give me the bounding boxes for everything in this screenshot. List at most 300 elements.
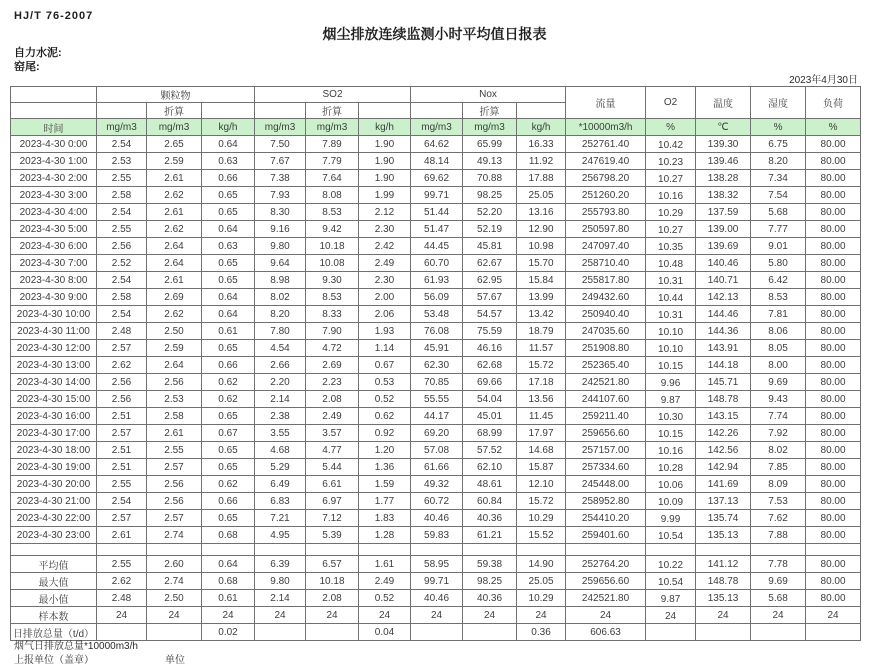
cell: 1.93 <box>359 323 411 340</box>
cell: 606.63 <box>566 624 646 641</box>
cell <box>751 624 806 641</box>
time-cell: 2023-4-30 17:00 <box>11 425 97 442</box>
cell: 24 <box>97 607 147 624</box>
cell: 0.66 <box>202 170 255 187</box>
cell: 0.52 <box>359 590 411 607</box>
cell: 14.68 <box>517 442 566 459</box>
cell: 4.72 <box>306 340 359 357</box>
cell: 18.79 <box>517 323 566 340</box>
unit-cell: % <box>806 119 861 136</box>
blank-cell <box>255 103 306 119</box>
cell: 2.65 <box>147 136 202 153</box>
data-row <box>11 476 861 493</box>
cell: 2.54 <box>97 204 147 221</box>
cell: 258710.40 <box>566 255 646 272</box>
cell: 25.05 <box>517 573 566 590</box>
cell: 10.08 <box>306 255 359 272</box>
cell: 10.98 <box>517 238 566 255</box>
flue-gas-total-note: 烟气日排放总量*10000m3/h <box>14 641 138 652</box>
cell: 13.16 <box>517 204 566 221</box>
report-date: 2023年4月30日 <box>789 75 858 86</box>
cell <box>646 624 696 641</box>
cell: 7.89 <box>306 136 359 153</box>
data-row <box>11 493 861 510</box>
cell: 8.20 <box>255 306 306 323</box>
unit-cell: % <box>646 119 696 136</box>
cell: 0.04 <box>359 624 411 641</box>
cell: 2.55 <box>97 170 147 187</box>
cell: 0.64 <box>202 221 255 238</box>
data-row <box>11 408 861 425</box>
data-row <box>11 323 861 340</box>
cell <box>646 544 696 556</box>
time-cell: 2023-4-30 2:00 <box>11 170 97 187</box>
col-group-nox: Nox <box>411 87 566 103</box>
cell: 10.22 <box>646 556 696 573</box>
cell: 7.80 <box>255 323 306 340</box>
cell: 2.74 <box>147 573 202 590</box>
cell: 80.00 <box>806 204 861 221</box>
cell: 7.67 <box>255 153 306 170</box>
unit-cell: kg/h <box>359 119 411 136</box>
converted-label-nox: 折算 <box>463 103 517 119</box>
cell: 0.62 <box>202 374 255 391</box>
cell: 1.59 <box>359 476 411 493</box>
data-row <box>11 459 861 476</box>
cell: 256798.20 <box>566 170 646 187</box>
cell: 0.65 <box>202 340 255 357</box>
cell: 0.64 <box>202 289 255 306</box>
data-row <box>11 357 861 374</box>
cell: 242521.80 <box>566 374 646 391</box>
page-title: 烟尘排放连续监测小时平均值日报表 <box>322 26 547 42</box>
unit-cell: kg/h <box>202 119 255 136</box>
cell: 80.00 <box>806 153 861 170</box>
cell: 139.30 <box>696 136 751 153</box>
cell: 144.36 <box>696 323 751 340</box>
col-group-pm: 颗粒物 <box>97 87 255 103</box>
data-row <box>11 204 861 221</box>
time-cell: 2023-4-30 20:00 <box>11 476 97 493</box>
cell: 10.16 <box>646 442 696 459</box>
cell: 10.27 <box>646 170 696 187</box>
time-cell: 2023-4-30 11:00 <box>11 323 97 340</box>
cell: 2.62 <box>147 187 202 204</box>
cell: 2.54 <box>97 272 147 289</box>
cell <box>97 544 147 556</box>
cell: 80.00 <box>806 136 861 153</box>
corner-cell <box>11 87 97 103</box>
cell: 148.78 <box>696 391 751 408</box>
data-row <box>11 136 861 153</box>
cell: 10.23 <box>646 153 696 170</box>
cell: 4.95 <box>255 527 306 544</box>
cell: 247097.40 <box>566 238 646 255</box>
cell: 3.55 <box>255 425 306 442</box>
time-cell: 2023-4-30 0:00 <box>11 136 97 153</box>
cell: 15.70 <box>517 255 566 272</box>
cell: 1.36 <box>359 459 411 476</box>
data-row <box>11 221 861 238</box>
cell: 6.61 <box>306 476 359 493</box>
cell: 250940.40 <box>566 306 646 323</box>
data-row <box>11 425 861 442</box>
cell: 6.49 <box>255 476 306 493</box>
cell: 254410.20 <box>566 510 646 527</box>
cell: 48.14 <box>411 153 463 170</box>
cell: 54.57 <box>463 306 517 323</box>
time-cell: 2023-4-30 18:00 <box>11 442 97 459</box>
cell: 10.28 <box>646 459 696 476</box>
cell: 6.39 <box>255 556 306 573</box>
cell: 7.34 <box>751 170 806 187</box>
cell: 7.85 <box>751 459 806 476</box>
summary-row <box>11 607 861 624</box>
daily-total-label: 日排放总量（t/d） <box>11 624 97 641</box>
cell: 249432.60 <box>566 289 646 306</box>
cell: 0.65 <box>202 510 255 527</box>
cell: 4.77 <box>306 442 359 459</box>
cell: 4.54 <box>255 340 306 357</box>
cell: 258952.80 <box>566 493 646 510</box>
cell: 40.46 <box>411 590 463 607</box>
cell: 5.68 <box>751 204 806 221</box>
time-cell: 2023-4-30 9:00 <box>11 289 97 306</box>
time-cell: 2023-4-30 1:00 <box>11 153 97 170</box>
cell: 135.13 <box>696 527 751 544</box>
time-cell: 2023-4-30 5:00 <box>11 221 97 238</box>
cell: 2.55 <box>97 556 147 573</box>
cell: 80.00 <box>806 221 861 238</box>
cell: 7.79 <box>306 153 359 170</box>
cell: 145.71 <box>696 374 751 391</box>
converted-label-pm: 折算 <box>147 103 202 119</box>
cell: 2.14 <box>255 590 306 607</box>
cell: 80.00 <box>806 323 861 340</box>
cell: 57.08 <box>411 442 463 459</box>
summary-row <box>11 590 861 607</box>
cell: 2.51 <box>97 442 147 459</box>
cell: 10.48 <box>646 255 696 272</box>
cell: 6.97 <box>306 493 359 510</box>
cell: 9.43 <box>751 391 806 408</box>
cell: 2.42 <box>359 238 411 255</box>
cell: 2.56 <box>97 238 147 255</box>
cell <box>751 544 806 556</box>
blank-cell <box>97 103 147 119</box>
blank-cell <box>359 103 411 119</box>
report-table-body <box>11 136 861 641</box>
cell <box>202 544 255 556</box>
cell: 54.04 <box>463 391 517 408</box>
cell: 143.91 <box>696 340 751 357</box>
cell: 1.20 <box>359 442 411 459</box>
cell <box>411 544 463 556</box>
cell: 6.75 <box>751 136 806 153</box>
cell: 247619.40 <box>566 153 646 170</box>
cell: 59.38 <box>463 556 517 573</box>
unit-cell: mg/m3 <box>463 119 517 136</box>
cell: 2.48 <box>97 590 147 607</box>
cell: 0.63 <box>202 153 255 170</box>
cell: 2.52 <box>97 255 147 272</box>
data-row <box>11 306 861 323</box>
cell: 2.64 <box>147 255 202 272</box>
cell: 0.92 <box>359 425 411 442</box>
cell: 24 <box>359 607 411 624</box>
cell: 139.69 <box>696 238 751 255</box>
cell <box>696 624 751 641</box>
cell: 80.00 <box>806 272 861 289</box>
data-row <box>11 340 861 357</box>
col-header-load: 负荷 <box>806 87 861 119</box>
cell: 2.64 <box>147 357 202 374</box>
cell: 9.99 <box>646 510 696 527</box>
cell: 1.90 <box>359 170 411 187</box>
cell: 7.77 <box>751 221 806 238</box>
unit-cell: mg/m3 <box>97 119 147 136</box>
cell: 2.53 <box>147 391 202 408</box>
cell: 257334.60 <box>566 459 646 476</box>
cell: 80.00 <box>806 357 861 374</box>
data-row <box>11 187 861 204</box>
cell: 2.23 <box>306 374 359 391</box>
cell: 59.83 <box>411 527 463 544</box>
cell: 8.02 <box>255 289 306 306</box>
cell: 259211.40 <box>566 408 646 425</box>
cell: 2.61 <box>147 425 202 442</box>
time-cell: 2023-4-30 8:00 <box>11 272 97 289</box>
cell: 10.10 <box>646 323 696 340</box>
cell: 8.09 <box>751 476 806 493</box>
cell: 2.56 <box>97 391 147 408</box>
cell: 0.67 <box>202 425 255 442</box>
cell: 10.54 <box>646 573 696 590</box>
cell: 1.83 <box>359 510 411 527</box>
cell: 0.66 <box>202 357 255 374</box>
cell: 140.71 <box>696 272 751 289</box>
cell: 24 <box>202 607 255 624</box>
cell: 15.87 <box>517 459 566 476</box>
cell: 80.00 <box>806 510 861 527</box>
cell: 9.42 <box>306 221 359 238</box>
unit-cell: % <box>751 119 806 136</box>
data-row <box>11 272 861 289</box>
cell: 24 <box>147 607 202 624</box>
cell: 61.21 <box>463 527 517 544</box>
cell: 62.67 <box>463 255 517 272</box>
cell: 80.00 <box>806 289 861 306</box>
cell: 143.15 <box>696 408 751 425</box>
cell: 8.98 <box>255 272 306 289</box>
cell: 10.31 <box>646 306 696 323</box>
cell: 9.80 <box>255 573 306 590</box>
cell: 0.62 <box>202 391 255 408</box>
cell: 2.62 <box>97 357 147 374</box>
cell: 1.90 <box>359 153 411 170</box>
summary-row <box>11 556 861 573</box>
cell: 98.25 <box>463 573 517 590</box>
cell: 10.31 <box>646 272 696 289</box>
cell: 10.18 <box>306 573 359 590</box>
cell: 2.14 <box>255 391 306 408</box>
cell: 46.16 <box>463 340 517 357</box>
cell: 62.10 <box>463 459 517 476</box>
cell: 5.68 <box>751 590 806 607</box>
cell: 2.55 <box>97 221 147 238</box>
cell: 139.00 <box>696 221 751 238</box>
cell: 40.36 <box>463 510 517 527</box>
cell: 0.62 <box>359 408 411 425</box>
cell: 62.68 <box>463 357 517 374</box>
cell: 9.87 <box>646 391 696 408</box>
cell: 10.42 <box>646 136 696 153</box>
cell: 10.29 <box>517 590 566 607</box>
cell: 9.69 <box>751 573 806 590</box>
cell: 8.08 <box>306 187 359 204</box>
cell: 15.84 <box>517 272 566 289</box>
cell: 8.02 <box>751 442 806 459</box>
blank-cell <box>11 103 97 119</box>
cell: 7.78 <box>751 556 806 573</box>
cell: 60.72 <box>411 493 463 510</box>
cell: 5.44 <box>306 459 359 476</box>
cell: 69.20 <box>411 425 463 442</box>
cell: 2.58 <box>97 289 147 306</box>
cell: 7.64 <box>306 170 359 187</box>
cell: 11.57 <box>517 340 566 357</box>
cell: 2.49 <box>359 573 411 590</box>
cell: 80.00 <box>806 573 861 590</box>
cell: 7.81 <box>751 306 806 323</box>
cell: 45.01 <box>463 408 517 425</box>
cell: 1.77 <box>359 493 411 510</box>
cell: 2.61 <box>147 204 202 221</box>
cell: 0.67 <box>359 357 411 374</box>
unit-cell: mg/m3 <box>255 119 306 136</box>
cell: 2.50 <box>147 323 202 340</box>
cell: 250597.80 <box>566 221 646 238</box>
units-row <box>11 119 861 136</box>
cell: 70.88 <box>463 170 517 187</box>
cell: 2.49 <box>306 408 359 425</box>
cell: 14.90 <box>517 556 566 573</box>
cell: 6.83 <box>255 493 306 510</box>
cell: 76.08 <box>411 323 463 340</box>
cell: 0.36 <box>517 624 566 641</box>
cell: 251908.80 <box>566 340 646 357</box>
cell: 2.61 <box>97 527 147 544</box>
cell <box>306 544 359 556</box>
cell: 0.64 <box>202 136 255 153</box>
data-row <box>11 374 861 391</box>
cell: 13.42 <box>517 306 566 323</box>
cell: 2.08 <box>306 391 359 408</box>
cell: 45.81 <box>463 238 517 255</box>
unit-cell: *10000m3/h <box>566 119 646 136</box>
cell: 141.69 <box>696 476 751 493</box>
cell: 4.68 <box>255 442 306 459</box>
cell <box>463 544 517 556</box>
time-cell: 2023-4-30 19:00 <box>11 459 97 476</box>
cell: 142.13 <box>696 289 751 306</box>
cell: 10.30 <box>646 408 696 425</box>
cell: 15.72 <box>517 357 566 374</box>
cell: 2.48 <box>97 323 147 340</box>
cell: 10.09 <box>646 493 696 510</box>
cell: 1.28 <box>359 527 411 544</box>
cell: 80.00 <box>806 493 861 510</box>
time-cell: 2023-4-30 4:00 <box>11 204 97 221</box>
cell: 80.00 <box>806 391 861 408</box>
cell: 10.44 <box>646 289 696 306</box>
cell: 251260.20 <box>566 187 646 204</box>
blank-cell <box>411 103 463 119</box>
cell: 62.30 <box>411 357 463 374</box>
cell: 2.57 <box>97 425 147 442</box>
cell: 0.65 <box>202 187 255 204</box>
cell: 68.99 <box>463 425 517 442</box>
cell: 62.95 <box>463 272 517 289</box>
cell: 2.58 <box>97 187 147 204</box>
site-label: 窑尾: <box>14 61 40 73</box>
cell: 2.51 <box>97 459 147 476</box>
cell: 144.46 <box>696 306 751 323</box>
cell: 99.71 <box>411 187 463 204</box>
col-header-o2: O2 <box>646 87 696 119</box>
cell: 140.46 <box>696 255 751 272</box>
unit-label: 单位 <box>165 655 185 666</box>
cell: 9.30 <box>306 272 359 289</box>
cell: 2.64 <box>147 238 202 255</box>
cell: 252764.20 <box>566 556 646 573</box>
cell: 2.54 <box>97 136 147 153</box>
cell: 24 <box>411 607 463 624</box>
time-cell: 2023-4-30 12:00 <box>11 340 97 357</box>
cell: 51.44 <box>411 204 463 221</box>
cell: 16.33 <box>517 136 566 153</box>
cell: 138.32 <box>696 187 751 204</box>
cell: 10.15 <box>646 425 696 442</box>
cell: 64.62 <box>411 136 463 153</box>
cell: 17.18 <box>517 374 566 391</box>
col-header-temp: 温度 <box>696 87 751 119</box>
blank-cell <box>202 103 255 119</box>
cell: 10.35 <box>646 238 696 255</box>
cell: 0.66 <box>202 493 255 510</box>
cell: 24 <box>463 607 517 624</box>
cell: 247035.60 <box>566 323 646 340</box>
cell: 17.88 <box>517 170 566 187</box>
cell: 44.45 <box>411 238 463 255</box>
cell: 252761.40 <box>566 136 646 153</box>
cell <box>147 624 202 641</box>
cell <box>306 624 359 641</box>
cell: 2.00 <box>359 289 411 306</box>
unit-cell: ℃ <box>696 119 751 136</box>
data-row <box>11 255 861 272</box>
data-row <box>11 527 861 544</box>
col-header-flow: 流量 <box>566 87 646 119</box>
cell: 2.49 <box>359 255 411 272</box>
cell: 9.64 <box>255 255 306 272</box>
cell: 8.33 <box>306 306 359 323</box>
cell: 8.53 <box>306 289 359 306</box>
header-group-row <box>11 87 861 103</box>
cell: 9.16 <box>255 221 306 238</box>
cell: 2.59 <box>147 340 202 357</box>
cell: 5.29 <box>255 459 306 476</box>
